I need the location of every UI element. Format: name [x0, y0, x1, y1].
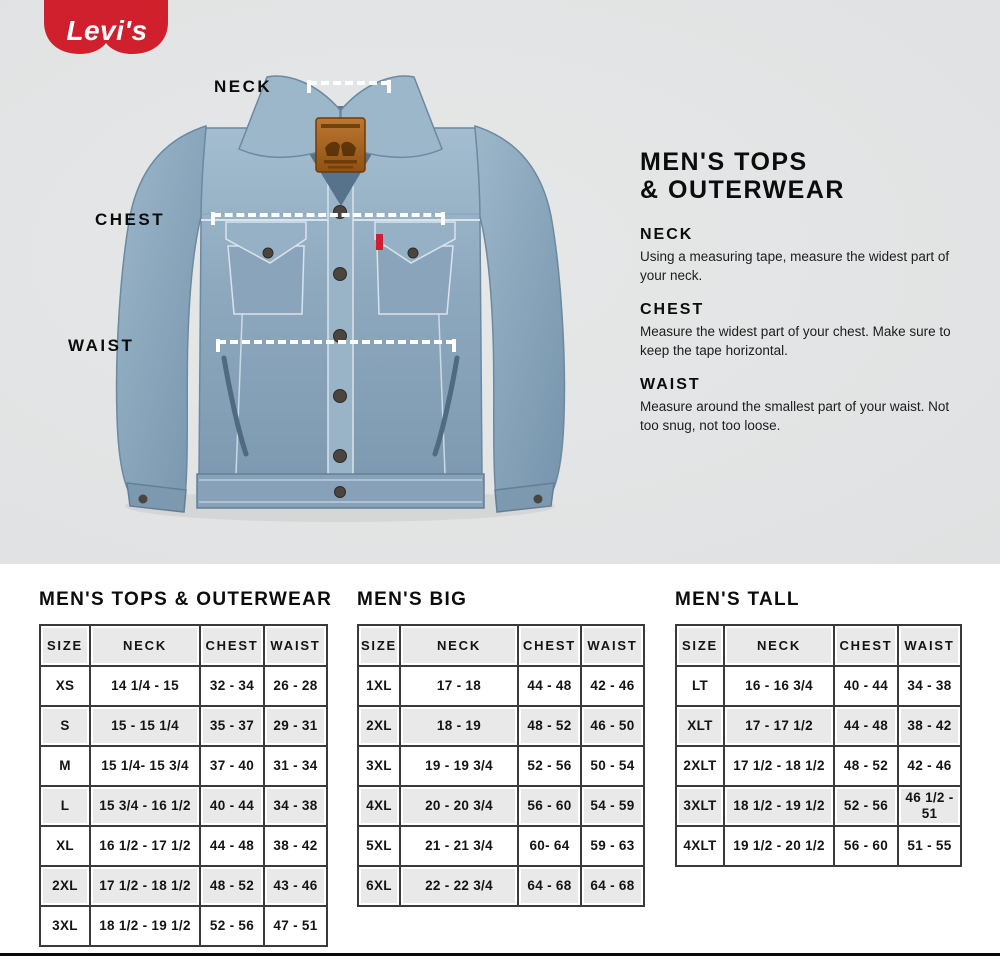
waist-measure-line — [218, 340, 454, 344]
instruction-waist-title: WAIST — [640, 376, 701, 394]
column-header-size: SIZE — [40, 625, 90, 666]
instruction-waist — [640, 376, 970, 435]
column-header-chest: CHEST — [834, 625, 898, 666]
measurement-cell: 15 3/4 - 16 1/2 — [90, 786, 200, 826]
size-cell: 2XL — [40, 866, 90, 906]
denim-jacket-image — [88, 56, 593, 528]
measurement-cell: 17 - 17 1/2 — [724, 706, 834, 746]
table-row-1xl — [358, 666, 644, 706]
measurement-cell: 40 - 44 — [834, 666, 898, 706]
measurement-cell: 64 - 68 — [518, 866, 581, 906]
measurement-cell: 32 - 34 — [200, 666, 264, 706]
measurement-cell: 40 - 44 — [200, 786, 264, 826]
registered-mark: ® — [142, 0, 155, 16]
size-cell: 2XL — [358, 706, 400, 746]
measurement-cell: 46 1/2 - 51 — [898, 786, 961, 826]
measurement-cell: 54 - 59 — [581, 786, 644, 826]
measurement-cell: 59 - 63 — [581, 826, 644, 866]
column-header-size: SIZE — [358, 625, 400, 666]
table-row-xl — [40, 826, 327, 866]
table-row-3xlt — [676, 786, 961, 826]
column-header-neck: NECK — [90, 625, 200, 666]
table-row-3xl — [40, 906, 327, 946]
measurement-cell: 22 - 22 3/4 — [400, 866, 518, 906]
table-row-4xl — [358, 786, 644, 826]
size-cell: 1XL — [358, 666, 400, 706]
table-row-4xlt — [676, 826, 961, 866]
measurement-cell: 48 - 52 — [518, 706, 581, 746]
size-cell: XLT — [676, 706, 724, 746]
measurement-cell: 48 - 52 — [200, 866, 264, 906]
levis-logo — [44, 0, 180, 60]
table-title: MEN'S BIG — [357, 589, 468, 610]
size-cell: 3XL — [40, 906, 90, 946]
measurement-cell: 42 - 46 — [898, 746, 961, 786]
leather-patch — [316, 118, 365, 172]
table-row-5xl — [358, 826, 644, 866]
measurement-cell: 51 - 55 — [898, 826, 961, 866]
measurement-cell: 18 1/2 - 19 1/2 — [90, 906, 200, 946]
red-tab — [376, 234, 383, 250]
size-cell: XL — [40, 826, 90, 866]
table-row-s — [40, 706, 327, 746]
table-row-m — [40, 746, 327, 786]
measuring-instructions — [640, 148, 970, 451]
measurement-cell: 47 - 51 — [264, 906, 327, 946]
instruction-chest-body: Measure the widest part of your chest. Make sure to keep the tape horizontal. — [640, 323, 951, 358]
measurement-cell: 21 - 21 3/4 — [400, 826, 518, 866]
measurement-cell: 60- 64 — [518, 826, 581, 866]
measurement-cell: 15 - 15 1/4 — [90, 706, 200, 746]
measurement-cell: 43 - 46 — [264, 866, 327, 906]
size-cell: XS — [40, 666, 90, 706]
page-title: MEN'S TOPS & OUTERWEAR — [640, 148, 845, 205]
measurement-cell: 16 - 16 3/4 — [724, 666, 834, 706]
column-header-chest: CHEST — [518, 625, 581, 666]
instruction-neck-body: Using a measuring tape, measure the widest part of your neck. — [640, 248, 950, 283]
measurement-cell: 17 - 18 — [400, 666, 518, 706]
measurement-cell: 29 - 31 — [264, 706, 327, 746]
measurement-cell: 26 - 28 — [264, 666, 327, 706]
column-header-waist: WAIST — [898, 625, 961, 666]
jacket-waist-label: WAIST — [68, 336, 135, 355]
measurement-cell: 17 1/2 - 18 1/2 — [724, 746, 834, 786]
instruction-waist-body: Measure around the smallest part of your waist. Not too snug, not too loose. — [640, 399, 950, 434]
measurement-cell: 64 - 68 — [581, 866, 644, 906]
table-title: MEN'S TOPS & OUTERWEAR — [39, 589, 333, 610]
measurement-cell: 56 - 60 — [518, 786, 581, 826]
measurement-cell: 37 - 40 — [200, 746, 264, 786]
table-row-xs — [40, 666, 327, 706]
measurement-cell: 46 - 50 — [581, 706, 644, 746]
size-cell: 5XL — [358, 826, 400, 866]
measurement-cell: 18 - 19 — [400, 706, 518, 746]
column-header-chest: CHEST — [200, 625, 264, 666]
chest-measure-line — [213, 213, 443, 217]
levis-logo-text: Levi's — [66, 15, 148, 46]
measurement-cell: 19 - 19 3/4 — [400, 746, 518, 786]
instruction-chest — [640, 301, 970, 360]
size-cell: 2XLT — [676, 746, 724, 786]
table-row-l — [40, 786, 327, 826]
size-cell: LT — [676, 666, 724, 706]
size-table-men-s-big — [357, 589, 645, 907]
measurement-cell: 44 - 48 — [518, 666, 581, 706]
size-cell: L — [40, 786, 90, 826]
size-cell: 3XLT — [676, 786, 724, 826]
table-row-3xl — [358, 746, 644, 786]
measurement-cell: 14 1/4 - 15 — [90, 666, 200, 706]
jacket-neck-label: NECK — [214, 77, 273, 96]
size-cell: M — [40, 746, 90, 786]
size-cell: S — [40, 706, 90, 746]
measurement-cell: 20 - 20 3/4 — [400, 786, 518, 826]
table-row-xlt — [676, 706, 961, 746]
size-table-men-s-tall — [675, 589, 962, 867]
measurement-cell: 52 - 56 — [518, 746, 581, 786]
column-header-neck: NECK — [724, 625, 834, 666]
measurement-cell: 52 - 56 — [834, 786, 898, 826]
table-row-6xl — [358, 866, 644, 906]
column-header-size: SIZE — [676, 625, 724, 666]
measurement-cell: 52 - 56 — [200, 906, 264, 946]
measurement-cell: 31 - 34 — [264, 746, 327, 786]
measurement-cell: 44 - 48 — [200, 826, 264, 866]
instruction-neck — [640, 226, 970, 285]
measurement-cell: 16 1/2 - 17 1/2 — [90, 826, 200, 866]
table-row-2xlt — [676, 746, 961, 786]
jacket-right-sleeve — [473, 126, 564, 497]
jacket-chest-label: CHEST — [95, 210, 166, 229]
table-row-2xl — [40, 866, 327, 906]
instruction-neck-title: NECK — [640, 225, 694, 243]
measurement-cell: 56 - 60 — [834, 826, 898, 866]
size-cell: 3XL — [358, 746, 400, 786]
size-table-men-s-tops-outerwear — [39, 589, 332, 947]
instruction-chest-title: CHEST — [640, 300, 705, 318]
jacket-left-sleeve — [117, 126, 208, 497]
measurement-cell: 38 - 42 — [264, 826, 327, 866]
measurement-cell: 50 - 54 — [581, 746, 644, 786]
column-header-waist: WAIST — [264, 625, 327, 666]
table-title: MEN'S TALL — [675, 589, 800, 610]
neck-measure-line — [309, 81, 389, 85]
measurement-cell: 18 1/2 - 19 1/2 — [724, 786, 834, 826]
size-cell: 6XL — [358, 866, 400, 906]
measurement-cell: 15 1/4- 15 3/4 — [90, 746, 200, 786]
measurement-cell: 38 - 42 — [898, 706, 961, 746]
measurement-cell: 19 1/2 - 20 1/2 — [724, 826, 834, 866]
size-cell: 4XL — [358, 786, 400, 826]
column-header-neck: NECK — [400, 625, 518, 666]
measurement-cell: 48 - 52 — [834, 746, 898, 786]
measurement-cell: 44 - 48 — [834, 706, 898, 746]
measurement-cell: 34 - 38 — [898, 666, 961, 706]
column-header-waist: WAIST — [581, 625, 644, 666]
table-row-2xl — [358, 706, 644, 746]
measurement-cell: 35 - 37 — [200, 706, 264, 746]
table-row-lt — [676, 666, 961, 706]
size-cell: 4XLT — [676, 826, 724, 866]
measurement-cell: 17 1/2 - 18 1/2 — [90, 866, 200, 906]
measurement-cell: 34 - 38 — [264, 786, 327, 826]
measurement-cell: 42 - 46 — [581, 666, 644, 706]
